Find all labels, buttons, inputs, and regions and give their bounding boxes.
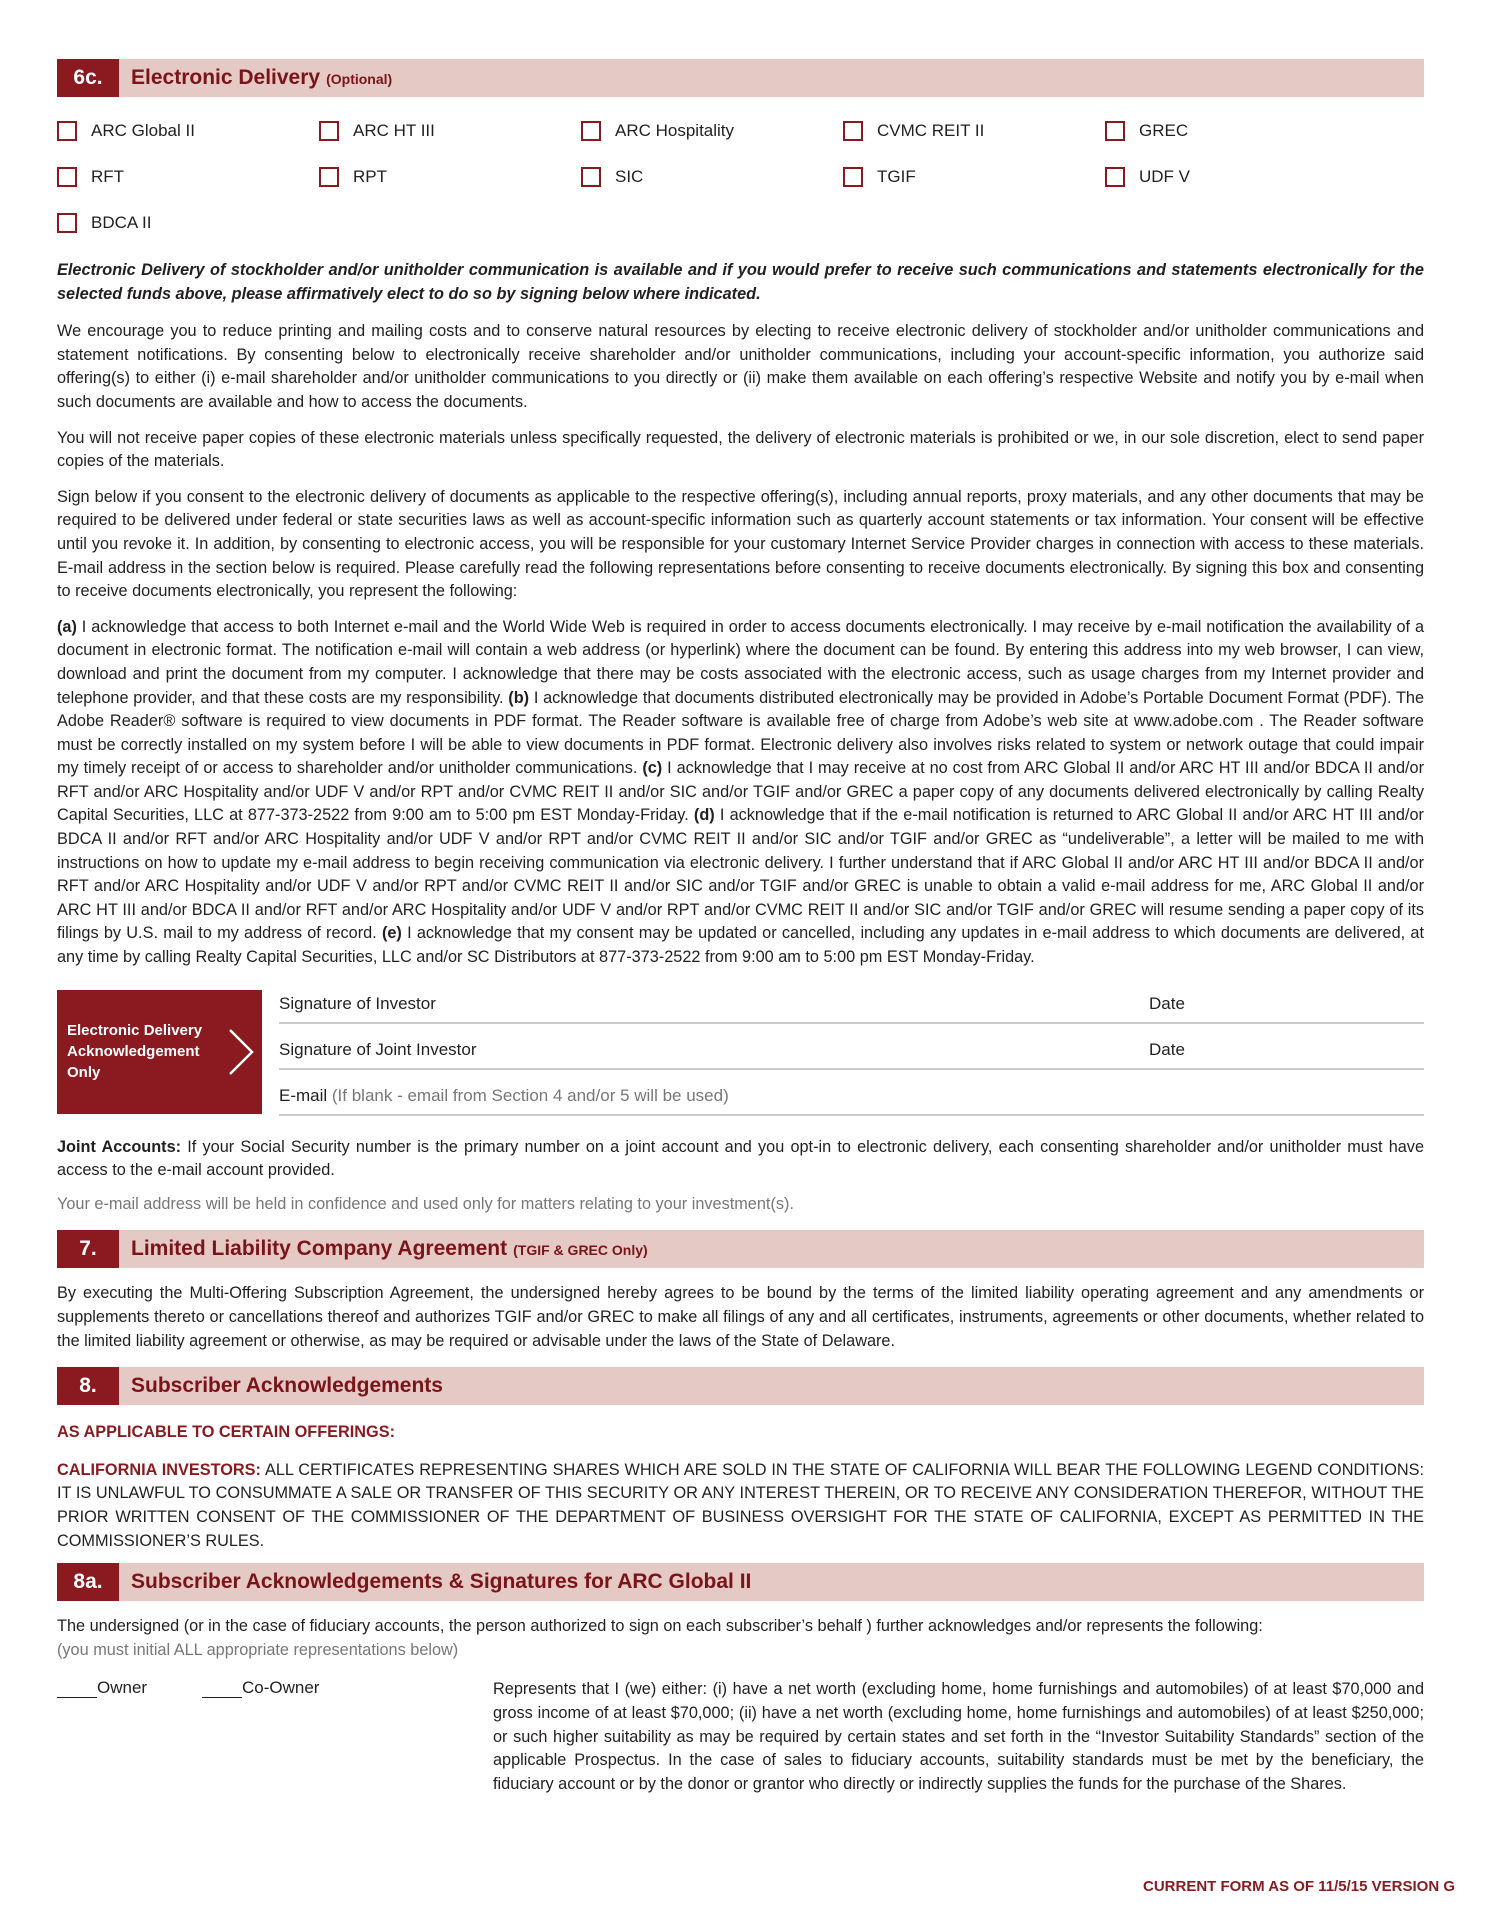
fund-checkbox-option[interactable] — [57, 211, 319, 235]
electronic-delivery-lead: Electronic Delivery of stockholder and/or unitholder communication is available and if you would prefer to receive such communications and statements electronically for the selected funds above, please affirmatively elect to do so by signing below where indicated. — [57, 261, 1424, 303]
section-title: Limited Liability Company Agreement (TGIF & GREC Only) — [131, 1237, 648, 1261]
checkbox-label: ARC Global II — [91, 121, 195, 140]
paragraph-paper-copies: You will not receive paper copies of these electronic materials unless specifically requested, the delivery of electronic materials is prohibited or we, in our sole discretion, elect to send paper copies of the materials. — [57, 428, 1424, 471]
checkbox-label: RFT — [91, 167, 125, 186]
fund-checkbox-option[interactable] — [319, 165, 581, 189]
net-worth-representation: Represents that I (we) either: (i) have a net worth (excluding home, home furnishings and automobiles) of at least $70,000 and gross income of at least $70,000; (ii) have a net worth (excluding home, home furnishings and automobiles) of at least $250,000; or such higher suitability as may be required by certain states and set forth in the “Investor Suitability Standards” section of the applicable Prospectus. In the case of sales to fiduciary accounts, suitability standards must be met by the beneficiary, the fiduciary account or by the donor or grantor who directly or indirectly supplies the funds for the purchase of the Shares. — [493, 1680, 1424, 1793]
checkbox-label: TGIF — [877, 167, 916, 186]
paragraph-encourage: We encourage you to reduce printing and mailing costs and to conserve natural resources by electing to receive electronic delivery of stockholder and/or unitholder communications and statement notifications. By consenting below to electronically receive shareholder and/or unitholder communications, including your account-specific information, you authorize said offering(s) to either (i) e-mail shareholder and/or unitholder communications to you directly or (ii) make them available on each offering’s respective Website and notify you by e-mail when such documents are available and how to access the documents. — [57, 322, 1424, 411]
investor-signature-field[interactable]: Signature of Investor Date — [279, 990, 1424, 1024]
checkbox-label: UDF V — [1139, 167, 1190, 186]
section-8a-header — [57, 1563, 1424, 1601]
checkbox[interactable] — [319, 167, 339, 187]
co-owner-initial-field[interactable]: Co-Owner — [202, 1678, 319, 1698]
acknowledgement-badge: Electronic Delivery Acknowledgement Only — [57, 990, 262, 1114]
fund-checkbox-option[interactable] — [843, 119, 1105, 143]
fund-checkbox-option[interactable] — [57, 165, 319, 189]
checkbox-label: SIC — [615, 167, 644, 186]
fund-checkbox-option[interactable] — [581, 165, 843, 189]
fund-checkbox-option[interactable] — [1105, 165, 1367, 189]
section-title: Subscriber Acknowledgements — [131, 1374, 443, 1398]
fund-checkbox-option[interactable] — [1105, 119, 1367, 143]
acknowledgement-intro: The undersigned (or in the case of fiduciary accounts, the person authorized to sign on each subscriber’s behalf ) further acknowledges and/or represents the following: — [57, 1617, 1263, 1636]
checkbox-label: CVMC REIT II — [877, 121, 985, 140]
checkbox[interactable] — [1105, 121, 1125, 141]
checkbox[interactable] — [581, 167, 601, 187]
initial-instruction: (you must initial ALL appropriate representations below) — [57, 1640, 459, 1659]
representation-row — [57, 1678, 1424, 1828]
fund-checkbox-grid — [57, 119, 1424, 235]
fund-checkbox-option[interactable] — [57, 119, 319, 143]
checkbox-label: BDCA II — [91, 213, 152, 232]
fund-checkbox-option[interactable] — [319, 119, 581, 143]
joint-investor-signature-field[interactable]: Signature of Joint Investor Date — [279, 1036, 1424, 1070]
fund-checkbox-option[interactable] — [843, 165, 1105, 189]
chevron-right-icon — [228, 1028, 254, 1076]
checkbox-label: GREC — [1139, 121, 1189, 140]
california-investors-text: CALIFORNIA INVESTORS: ALL CERTIFICATES REPRESENTING SHARES WHICH ARE SOLD IN THE STATE OF CALIFORNIA WILL BEAR THE FOLLOWING LEGEND CONDITIONS: IT IS UNLAWFUL TO CONSUMMATE A SALE OR TRANSFER OF THIS SECURITY OR ANY INTEREST THEREIN, OR TO RECEIVE ANY CONSIDERATION THEREFOR, WITHOUT THE PRIOR WRITTEN CONSENT OF THE COMMISSIONER OF THE DEPARTMENT OF BUSINESS OVERSIGHT FOR THE STATE OF CALIFORNIA, EXCEPT AS PERMITTED IN THE COMMISSIONER’S RULES. — [57, 1460, 1425, 1550]
signature-block — [57, 990, 1424, 1114]
checkbox-label: RPT — [353, 167, 387, 186]
form-page — [57, 0, 1424, 1828]
checkbox[interactable] — [581, 121, 601, 141]
checkbox[interactable] — [843, 167, 863, 187]
applicable-heading: AS APPLICABLE TO CERTAIN OFFERINGS: — [57, 1423, 395, 1442]
checkbox[interactable] — [1105, 167, 1125, 187]
checkbox[interactable] — [843, 121, 863, 141]
checkbox-label: ARC Hospitality — [615, 121, 735, 140]
owner-initial-field[interactable]: Owner — [57, 1678, 147, 1698]
paragraph-acknowledgements: (a) I acknowledge that access to both Internet e-mail and the World Wide Web is required in order to access documents electronically. I may receive by e-mail notification the availability of a document in electronic format. The notification e-mail will contain a web address (or hyperlink) where the document can be found. By entering this address into my web browser, I can view, download and print the document from my computer. I acknowledge that there may be costs associated with the electronic access, such as usage charges from my Internet provider and telephone provider, and that these costs are my responsibility. (b) I acknowledge that documents distributed electronically may be provided in Adobe’s Portable Document Format (PDF). The Adobe Reader® software is required to view documents in PDF format. The Reader software is available free of charge from Adobe’s web site at www.adobe.com . The Reader software must be correctly installed on my system before I will be able to view documents in PDF format. Electronic delivery also involves risks related to system or network outage that could impair my timely receipt of or access to shareholder and/or unitholder communications. (c) I acknowledge that I may receive at no cost from ARC Global II and/or ARC HT III and/or BDCA II and/or RFT and/or ARC Hospitality and/or UDF V and/or RPT and/or CVMC REIT II and/or SIC and/or TGIF and/or GREC a paper copy of any documents delivered electronically by calling Realty Capital Securities, LLC at 877-373-2522 from 9:00 am to 5:00 pm EST Monday-Friday. (d) I acknowledge that if the e-mail notification is returned to ARC Global II and/or ARC HT III and/or BDCA II and/or RFT and/or ARC Hospitality and/or UDF V and/or RPT and/or CVMC REIT II and/or SIC and/or TGIF and/or GREC as “undeliverable”, a letter will be mailed to me with instructions on how to update my e-mail address to begin receiving communication via electronic delivery. I further understand that if ARC Global II and/or ARC HT III and/or BDCA II and/or RFT and/or ARC Hospitality and/or UDF V and/or RPT and/or CVMC REIT II and/or SIC and/or TGIF and/or GREC is unable to obtain a valid e-mail address for me, ARC Global II and/or ARC HT III and/or BDCA II and/or RFT and/or ARC Hospitality and/or UDF V and/or RPT and/or CVMC REIT II and/or SIC and/or TGIF and/or GREC will resume sending a paper copy of its filings by U.S. mail to my address of record. (e) I acknowledge that my consent may be updated or cancelled, including any updates in e-mail address to which documents are delivered, at any time by calling Realty Capital Securities, LLC and/or SC Distributors at 877-373-2522 from 9:00 am to 5:00 pm EST Monday-Friday. — [57, 617, 1425, 967]
checkbox[interactable] — [57, 121, 77, 141]
email-field[interactable]: E-mail (If blank - email from Section 4 and/or 5 will be used) — [279, 1082, 1424, 1116]
joint-accounts-note: Joint Accounts: If your Social Security number is the primary number on a joint account and you opt-in to electronic delivery, each consenting shareholder and/or unitholder must have access to the e-mail account provided. — [57, 1137, 1424, 1180]
section-6c-header — [57, 59, 1424, 97]
section-8-header — [57, 1367, 1424, 1405]
section-number: 8. — [57, 1367, 119, 1405]
section-number: 7. — [57, 1230, 119, 1268]
section-number: 8a. — [57, 1563, 119, 1601]
section-number: 6c. — [57, 59, 119, 97]
section-title: Subscriber Acknowledgements & Signatures for ARC Global II — [131, 1570, 752, 1594]
checkbox[interactable] — [57, 213, 77, 233]
email-confidence-note: Your e-mail address will be held in confidence and used only for matters relating to your investment(s). — [57, 1194, 794, 1213]
section-7-header — [57, 1230, 1424, 1268]
llc-agreement-text: By executing the Multi-Offering Subscription Agreement, the undersigned hereby agrees to be bound by the terms of the limited liability operating agreement and any amendments or supplements thereto or cancellations thereof and authorizes TGIF and/or GREC to make all filings of any and all certificates, instruments, agreements or other documents, whether related to the limited liability agreement or otherwise, as may be required or advisable under the laws of the State of Delaware. — [57, 1284, 1424, 1350]
checkbox-label: ARC HT III — [353, 121, 435, 140]
fund-checkbox-option[interactable] — [581, 119, 843, 143]
checkbox[interactable] — [319, 121, 339, 141]
checkbox[interactable] — [57, 167, 77, 187]
form-version: CURRENT FORM AS OF 11/5/15 VERSION G — [1142, 1878, 1455, 1895]
section-title: Electronic Delivery (Optional) — [131, 66, 393, 89]
paragraph-consent: Sign below if you consent to the electronic delivery of documents as applicable to the respective offering(s), including annual reports, proxy materials, and any other documents that may be required to be delivered under federal or state securities laws as well as account-specific information such as quarterly account statements or tax information. Your consent will be effective until you revoke it. In addition, by consenting to electronic access, you will be responsible for your customary Internet Service Provider charges in connection with access to these materials. E-mail address in the section below is required. Please carefully read the following representations before consenting to receive documents electronically. By signing this box and consenting to receive documents electronically, you represent the following: — [57, 487, 1424, 601]
